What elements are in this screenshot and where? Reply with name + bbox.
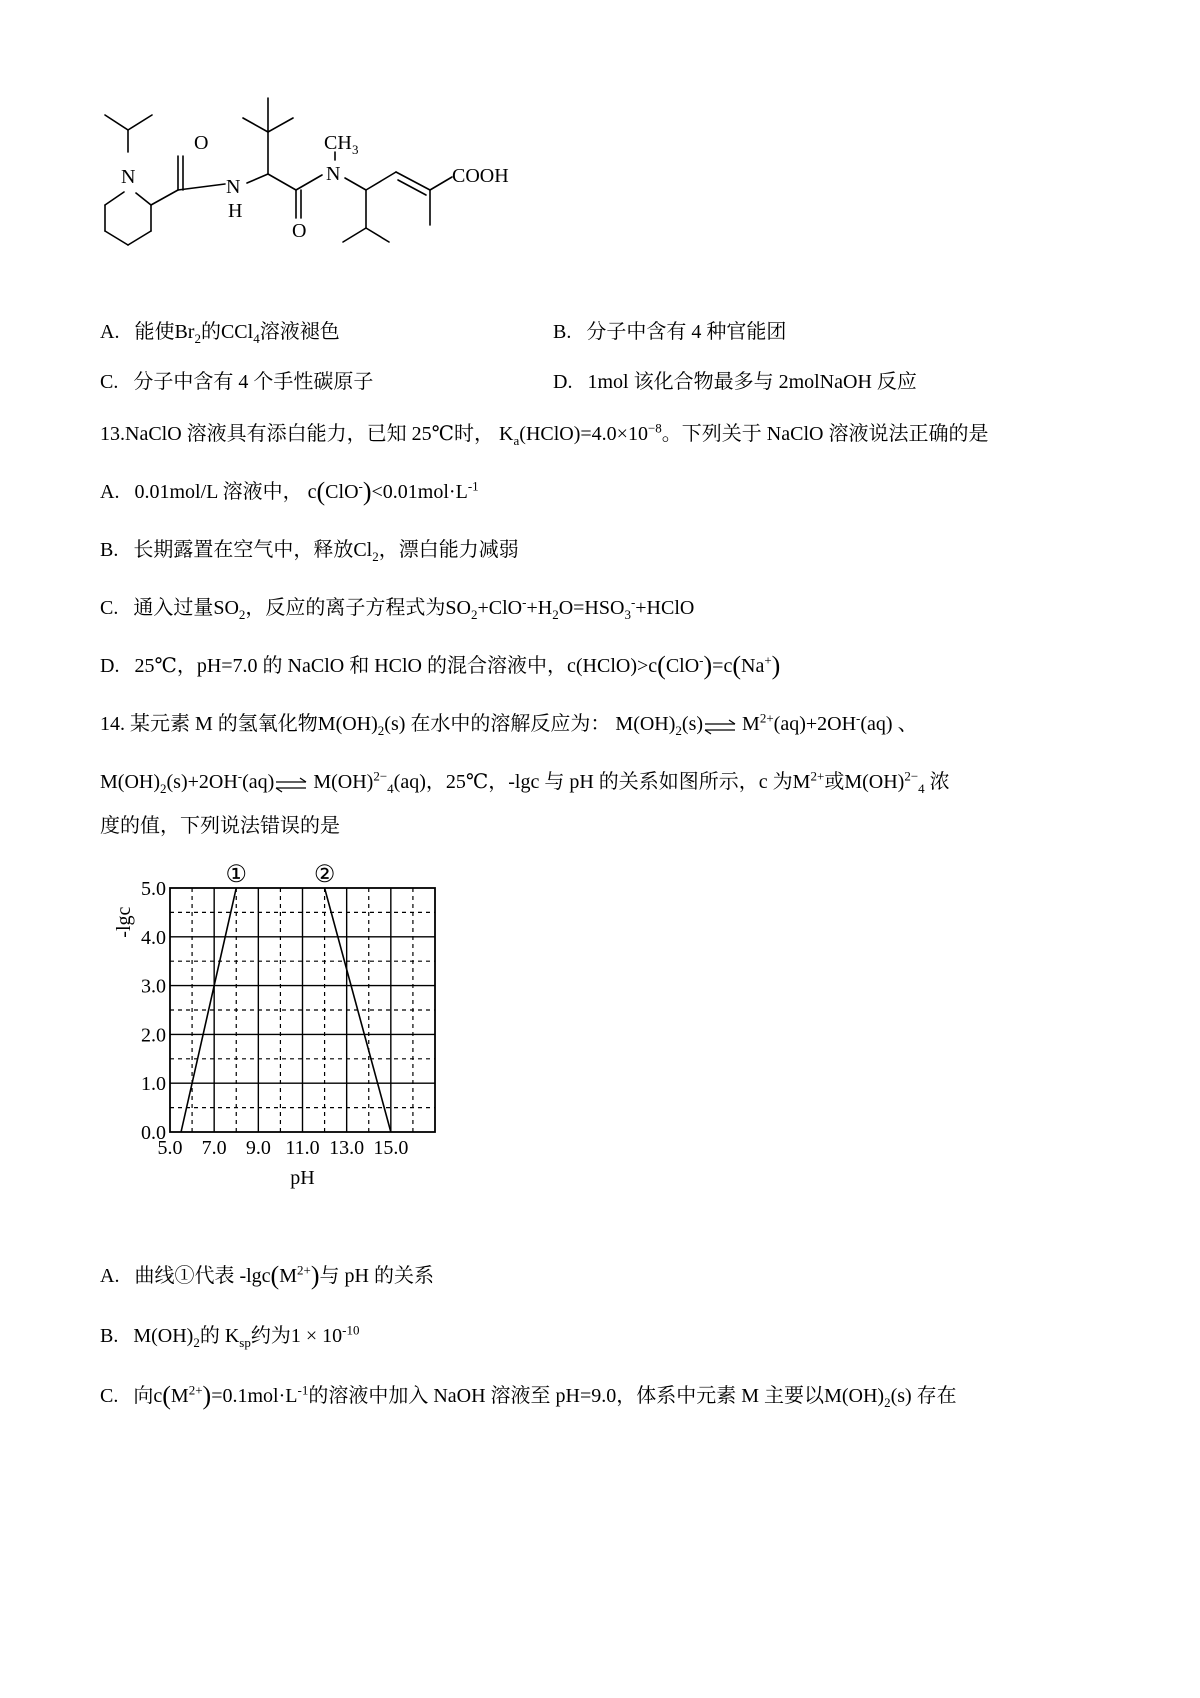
y-tick-label: 4.0 xyxy=(141,926,166,949)
y-tick-label: 2.0 xyxy=(141,1024,166,1047)
methyl-label: CH xyxy=(324,132,352,154)
question-number: 14. xyxy=(100,713,125,735)
series-label-2: ② xyxy=(313,862,336,888)
amide-o-label: O xyxy=(292,220,307,242)
nh-h-label: H xyxy=(228,200,243,222)
y-tick-label: 5.0 xyxy=(141,878,166,900)
x-tick-label: 7.0 xyxy=(201,1137,227,1159)
q14-stem-line1: 14. 某元素 M 的氢氧化物$M(OH)_2(s)$ 在水中的溶解反应为： $M(OH)_2(s)$ $M^{2+}(aq)+2OH^-(aq)$ 、 xyxy=(100,710,918,738)
q13-option-c[interactable]: C. 通入过量$SO_2$，反应的离子方程式为$SO_2+ClO^-+H_2O=HSO_3^-+HClO$ xyxy=(100,594,695,622)
nh-n-label: N xyxy=(226,176,241,198)
cooh-label: COOH xyxy=(452,165,509,187)
equilibrium-arrow-icon xyxy=(274,774,308,792)
question-number: 13. xyxy=(100,423,125,445)
molecule-structure xyxy=(100,95,570,295)
q12-option-a[interactable]: A. 能使$Br_2$的CCl$_4$溶液褪色 xyxy=(100,321,340,346)
q14-stem-line3: 度的值，下列说法错误的是 xyxy=(100,815,340,837)
x-tick-label: 11.0 xyxy=(285,1137,320,1159)
methyl-sub: 3 xyxy=(352,142,359,157)
x-tick-label: 5.0 xyxy=(157,1137,183,1159)
x-tick-label: 9.0 xyxy=(245,1137,271,1159)
q13-option-b[interactable]: B. 长期露置在空气中，释放$Cl_2$，漂白能力减弱 xyxy=(100,539,519,564)
q12-option-b[interactable]: B. 分子中含有 4 种官能团 xyxy=(553,321,787,343)
x-tick-label: 13.0 xyxy=(329,1137,365,1159)
q12-option-c[interactable]: C. 分子中含有 4 个手性碳原子 xyxy=(100,371,374,393)
y-tick-label: 1.0 xyxy=(141,1073,166,1096)
x-axis-label: pH xyxy=(290,1167,315,1189)
q14-option-a[interactable]: A. 曲线①代表 $-\lg c(M^{2+})$与 pH 的关系 xyxy=(100,1261,434,1290)
y-tick-label: 3.0 xyxy=(141,975,166,998)
q13-stem: 13.NaClO 溶液具有添白能力，已知 25℃时， $K_a(HClO)=4.0\times 10^{-8}$。下列关于 NaClO 溶液说法正确的是 xyxy=(100,420,989,448)
q12-option-d[interactable]: D. 1mol 该化合物最多与 2molNaOH 反应 xyxy=(553,371,917,393)
equilibrium-arrow-icon xyxy=(703,716,737,734)
ph-lgc-chart xyxy=(100,858,480,1198)
q13-option-d[interactable]: D. 25℃，pH=7.0 的 NaClO 和 HClO 的混合溶液中，c(HClO)>c(ClO-)=c(Na+) xyxy=(100,651,781,680)
q14-stem-line2: $M(OH)_2(s)+2OH^-(aq)$ M(OH)$^{2-}_4$(aq)，25℃，-lgc 与 pH 的关系如图所示，c 为$M^{2+}$或M(OH)$^{2-}_4$ 浓 xyxy=(100,768,950,796)
y-axis-label: -lgc xyxy=(113,906,135,938)
amide-n-label: N xyxy=(326,163,341,185)
carbonyl-o-label: O xyxy=(194,132,209,154)
q14-option-c[interactable]: C. 向$c(M^{2+})=0.1mol\cdot L^{-1}$的溶液中加入 NaOH 溶液至 pH=9.0，体系中元素 M 主要以$M(OH)_2(s)$ 存在 xyxy=(100,1381,957,1410)
y-tick-label: 0.0 xyxy=(141,1122,166,1144)
q14-option-b[interactable]: B. $M(OH)_2$的 $K_{sp}$约为$1 \times 10^{-10}$ xyxy=(100,1322,360,1350)
series-label-1: ① xyxy=(225,862,248,888)
x-tick-label: 15.0 xyxy=(373,1137,409,1159)
q13-option-a[interactable]: A. 0.01mol/L 溶液中， $c(ClO^-)<0.01mol\cdot L^{-1}$ xyxy=(100,477,479,506)
ring-n-label: N xyxy=(121,166,136,188)
option-label: A. xyxy=(100,321,120,343)
